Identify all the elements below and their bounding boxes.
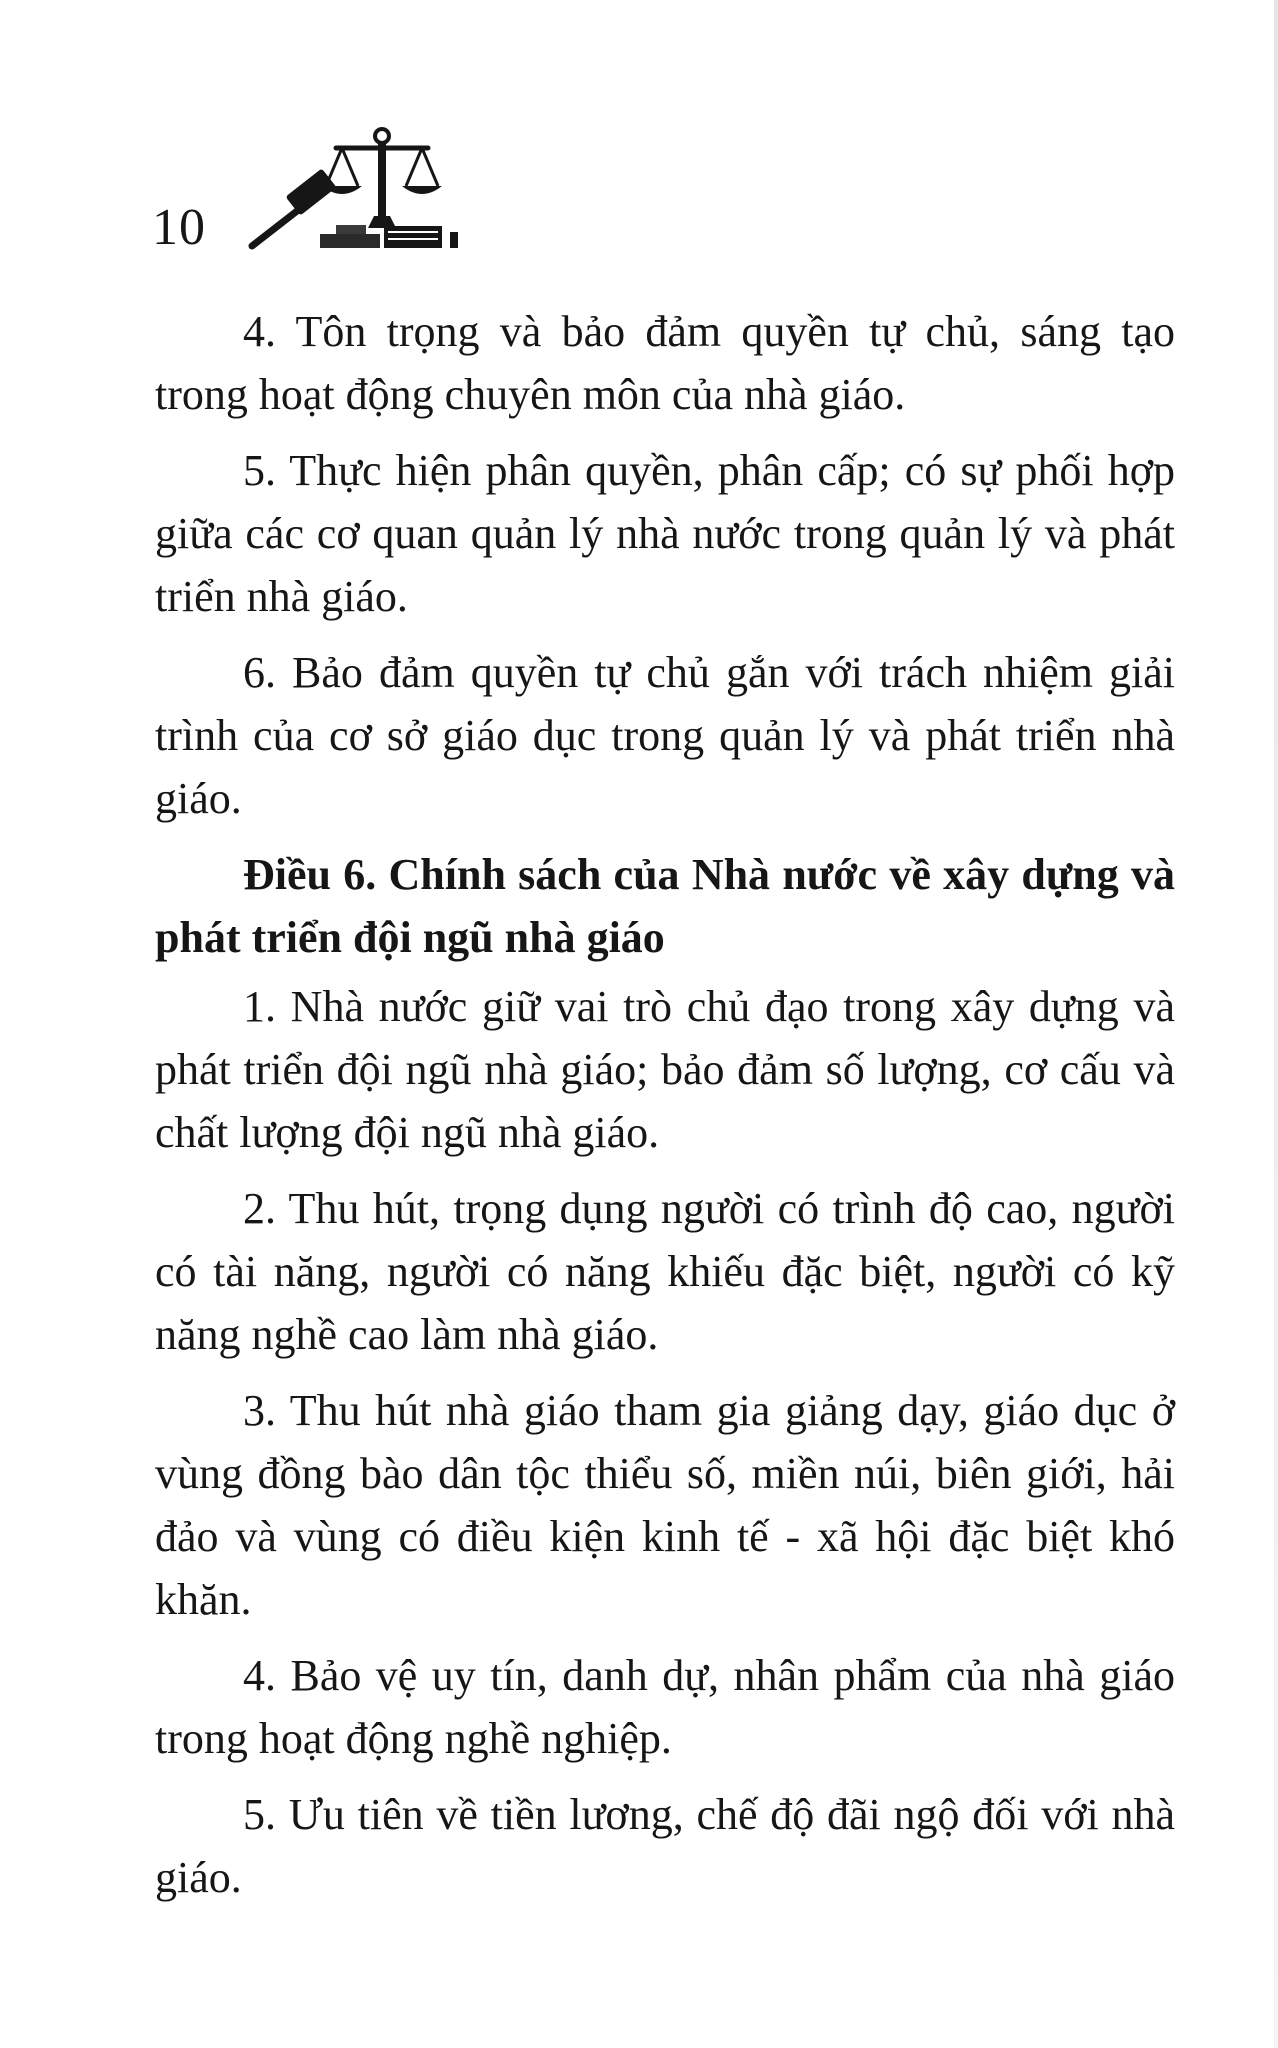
scales-of-justice-and-gavel-icon: [244, 120, 484, 252]
paragraph-item: 5. Ưu tiên về tiền lương, chế độ đãi ngộ đối với nhà giáo.: [155, 1790, 1175, 1902]
paragraph-item: 2. Thu hút, trọng dụng người có trình độ cao, người có tài năng, người có năng khiếu đặc biệt, người có kỹ năng nghề cao làm nhà giáo.: [155, 1184, 1175, 1359]
scan-edge: [1274, 0, 1278, 2048]
paragraph-item: 3. Thu hút nhà giáo tham gia giảng dạy, giáo dục ở vùng đồng bào dân tộc thiểu số, miền núi, biên giới, hải đảo và vùng có điều kiện kinh tế - xã hội đặc biệt khó khăn.: [155, 1386, 1175, 1624]
page-number: 10: [152, 199, 206, 256]
paragraph-item: 4. Tôn trọng và bảo đảm quyền tự chủ, sáng tạo trong hoạt động chuyên môn của nhà giáo.: [155, 307, 1175, 419]
paragraph-item: 6. Bảo đảm quyền tự chủ gắn với trách nhiệm giải trình của cơ sở giáo dục trong quản lý và phát triển nhà giáo.: [155, 648, 1175, 823]
paragraph-item: 4. Bảo vệ uy tín, danh dự, nhân phẩm của nhà giáo trong hoạt động nghề nghiệp.: [155, 1651, 1175, 1763]
page-header: [152, 120, 492, 260]
paragraph-item: 5. Thực hiện phân quyền, phân cấp; có sự phối hợp giữa các cơ quan quản lý nhà nước trong quản lý và phát triển nhà giáo.: [155, 446, 1175, 621]
paragraph-item: 1. Nhà nước giữ vai trò chủ đạo trong xây dựng và phát triển đội ngũ nhà giáo; bảo đảm số lượng, cơ cấu và chất lượng đội ngũ nhà giáo.: [155, 982, 1175, 1157]
page-body: [155, 300, 1175, 1922]
article-heading: Điều 6. Chính sách của Nhà nước về xây dựng và phát triển đội ngũ nhà giáo: [155, 850, 1175, 962]
